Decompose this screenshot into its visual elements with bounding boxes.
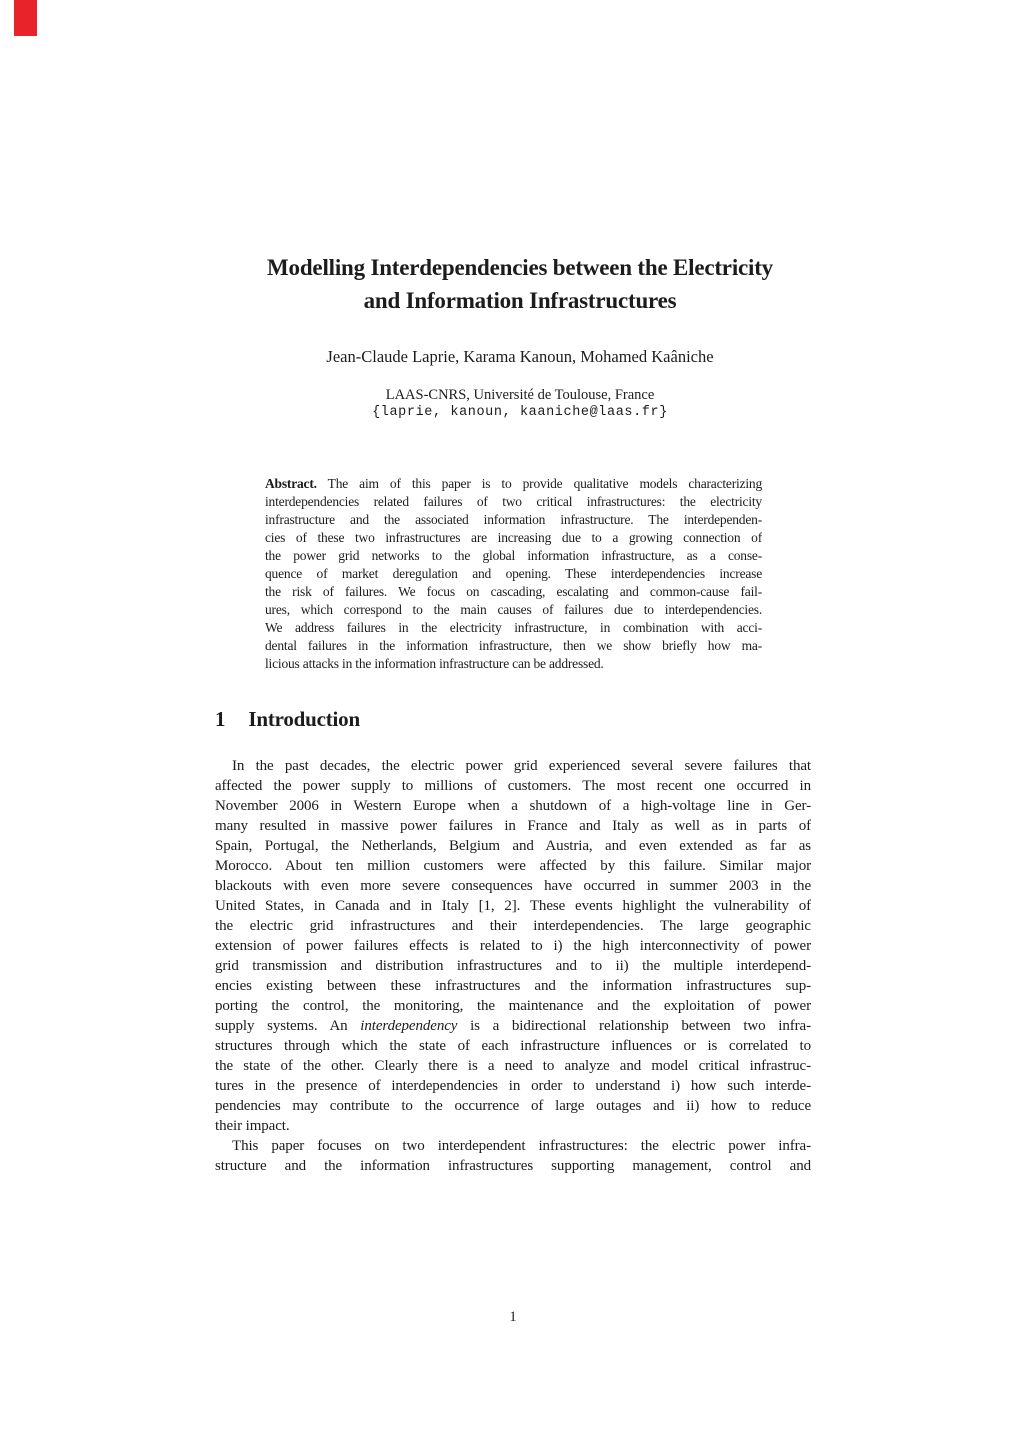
section-title: Introduction	[248, 707, 360, 731]
text-line: pendencies may contribute to the occurrence of large outages and ii) how to reduce	[215, 1098, 811, 1114]
red-corner-mark	[14, 0, 37, 36]
text-line: Morocco. About ten million customers were affected by this failure. Similar major	[215, 858, 811, 874]
text-line: blackouts with even more severe consequences have occurred in summer 2003 in the	[215, 878, 811, 894]
abstract-block	[265, 475, 762, 673]
intro-paragraph-2	[215, 1136, 811, 1176]
text-line: the power grid networks to the global information infrastructure, as a conse-	[265, 548, 762, 563]
text-line: encies existing between these infrastructures and the information infrastructures sup-	[215, 978, 811, 994]
email-line: {laprie, kanoun, kaaniche@laas.fr}	[372, 405, 668, 420]
page-number: 1	[509, 1309, 517, 1325]
section-heading	[215, 707, 360, 732]
text-line: the state of the other. Clearly there is a need to analyze and model critical infrastruc-	[215, 1058, 811, 1074]
text-line: the electric grid infrastructures and their interdependencies. The large geographic	[215, 918, 811, 934]
text-line: quence of market deregulation and opening. These interdependencies increase	[265, 566, 762, 581]
text-line: We address failures in the electricity infrastructure, in combination with acci-	[265, 620, 762, 635]
text-line: extension of power failures effects is related to i) the high interconnectivity of power	[215, 938, 811, 954]
text-line: supply systems. An interdependency is a bidirectional relationship between two infra-	[215, 1018, 811, 1034]
text-line: Spain, Portugal, the Netherlands, Belgium and Austria, and even extended as far as	[215, 838, 811, 854]
text-line: affected the power supply to millions of customers. The most recent one occurred in	[215, 778, 811, 794]
text-line: cies of these two infrastructures are increasing due to a growing connection of	[265, 530, 762, 545]
text-line: many resulted in massive power failures in France and Italy as well as in parts of	[215, 818, 811, 834]
text-line: This paper focuses on two interdependent infrastructures: the electric power infra-	[232, 1138, 811, 1154]
text-line: grid transmission and distribution infrastructures and to ii) the multiple interdepend-	[215, 958, 811, 974]
affiliation-line: LAAS-CNRS, Université de Toulouse, France	[385, 387, 655, 403]
text-line: the risk of failures. We focus on cascading, escalating and common-cause fail-	[265, 584, 762, 599]
text-line: licious attacks in the information infrastructure can be addressed.	[265, 656, 604, 671]
text-line: infrastructure and the associated information infrastructure. The interdependen-	[265, 512, 762, 527]
paper-title-line1: Modelling Interdependencies between the Electricity	[267, 255, 773, 280]
text-line: tures in the presence of interdependencies in order to understand i) how such interde-	[215, 1078, 811, 1094]
text-line: dental failures in the information infrastructure, then we show briefly how ma-	[265, 638, 762, 653]
text-line: November 2006 in Western Europe when a shutdown of a high-voltage line in Ger-	[215, 798, 811, 814]
text-line: Abstract. The aim of this paper is to provide qualitative models characterizing	[265, 476, 762, 491]
intro-paragraph-1	[215, 756, 811, 1136]
text-line: interdependencies related failures of two critical infrastructures: the electricity	[265, 494, 762, 509]
text-line: porting the control, the monitoring, the maintenance and the exploitation of power	[215, 998, 811, 1014]
text-line: structures through which the state of each infrastructure influences or is correlated to	[215, 1038, 811, 1054]
text-line: structure and the information infrastructures supporting management, control and	[215, 1158, 811, 1174]
section-number: 1	[215, 707, 226, 731]
paper-title	[214, 251, 826, 317]
paper-title-line2: and Information Infrastructures	[363, 288, 677, 313]
text-line: ures, which correspond to the main causes of failures due to interdependencies.	[265, 602, 762, 617]
text-line: In the past decades, the electric power grid experienced several severe failures that	[232, 758, 811, 774]
text-line: United States, in Canada and in Italy [1, 2]. These events highlight the vulnerability of	[215, 898, 811, 914]
authors-line: Jean-Claude Laprie, Karama Kanoun, Mohamed Kaâniche	[326, 347, 714, 366]
text-line: their impact.	[215, 1118, 290, 1134]
